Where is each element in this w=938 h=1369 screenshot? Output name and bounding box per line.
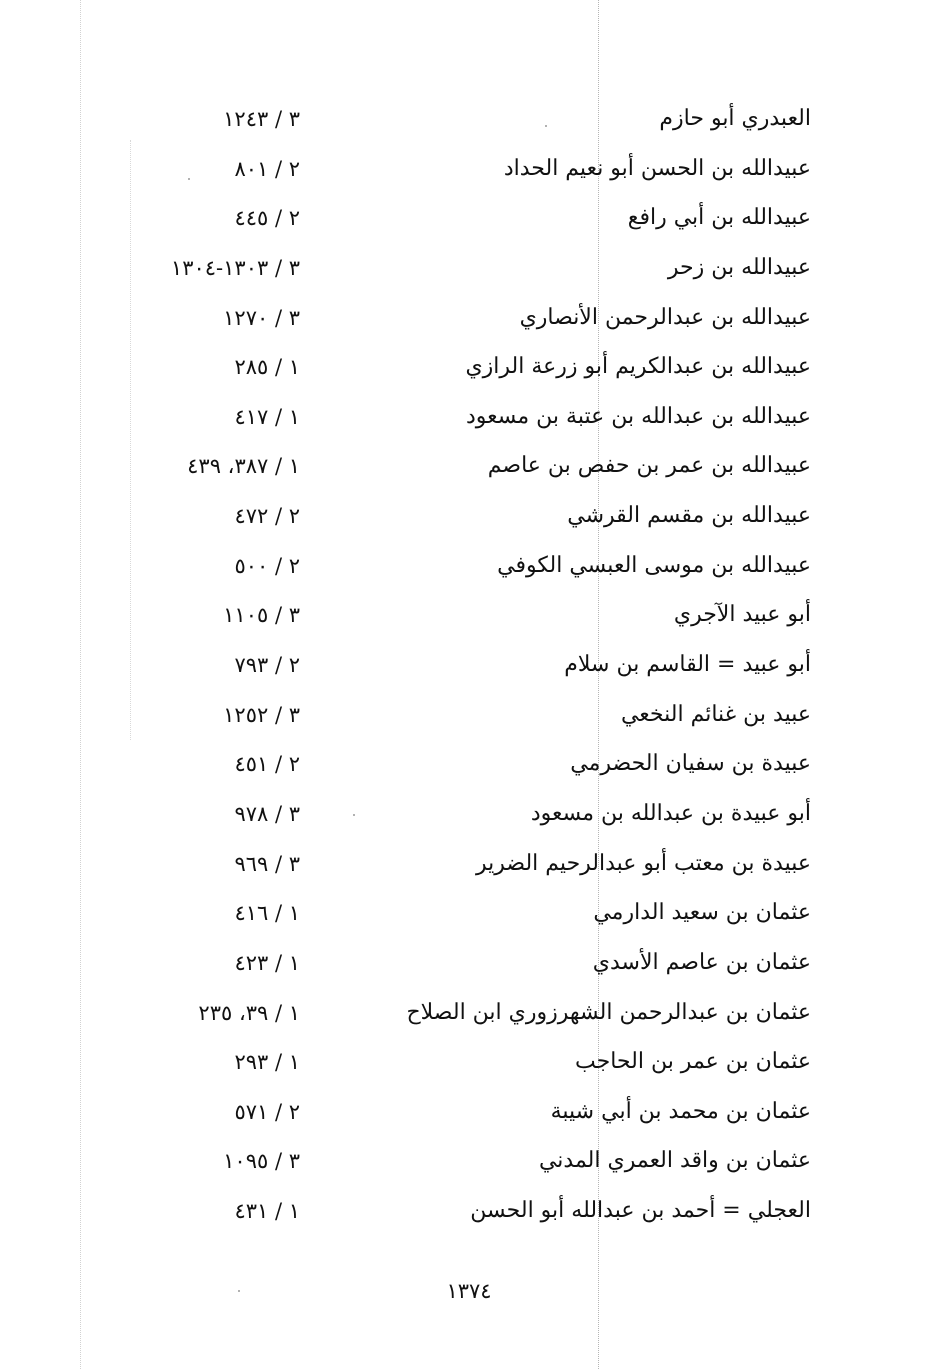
- entry-name: عبيدالله بن عبدالرحمن الأنصاري: [519, 304, 811, 330]
- index-entry: [0, 96, 938, 146]
- entry-reference: ٢ / ٨٠١: [234, 156, 300, 181]
- index-entry: [0, 642, 938, 692]
- index-entry: [0, 1138, 938, 1188]
- index-entry: [0, 841, 938, 891]
- entry-name: عبيدالله بن مقسم القرشي: [567, 503, 811, 529]
- entry-reference: ٢ / ٤٥١: [234, 752, 300, 777]
- index-entry: [0, 1089, 938, 1139]
- entry-reference: ٢ / ٤٤٥: [234, 206, 300, 231]
- entry-reference: ٢ / ٧٩٣: [234, 653, 300, 678]
- index-entry: [0, 1188, 938, 1238]
- entry-name: عبيدالله بن عبدالله بن عتبة بن مسعود: [465, 403, 811, 429]
- entry-name: العبدري أبو حازم: [659, 106, 811, 131]
- entry-reference: ٢ / ٤٧٢: [234, 504, 300, 529]
- index-entry: [0, 592, 938, 642]
- entry-name: عثمان بن سعيد الدارمي: [593, 900, 811, 926]
- index-entry: [0, 245, 938, 295]
- entry-name: عبيدالله بن زحر: [667, 254, 811, 280]
- index-entry: [0, 146, 938, 196]
- entry-name: عبيدالله بن عبدالكريم أبو زرعة الرازي: [465, 354, 811, 380]
- entry-reference: ١ / ٤١٧: [234, 404, 300, 429]
- entry-reference: ١ / ٤٣١: [234, 1199, 300, 1224]
- entry-reference: ٢ / ٥٧١: [234, 1099, 300, 1124]
- index-entry: [0, 741, 938, 791]
- entry-reference: ١ / ٢٨٥: [234, 355, 300, 380]
- entry-reference: ٣ / ٩٦٩: [234, 851, 300, 876]
- index-entry: [0, 890, 938, 940]
- entry-reference: ٣ / ١٢٤٣: [223, 107, 300, 131]
- index-entry: [0, 692, 938, 742]
- index-entry: [0, 940, 938, 990]
- entry-name: عبيدالله بن الحسن أبو نعيم الحداد: [503, 155, 811, 181]
- entry-name: عبيدالله بن عمر بن حفص بن عاصم: [487, 453, 811, 479]
- index-entry: [0, 394, 938, 444]
- entry-name: عبيد بن غنائم النخعي: [620, 701, 811, 727]
- entry-reference: ٣ / ١٠٩٥: [223, 1149, 300, 1174]
- entry-reference: ١ / ٣٨٧، ٤٣٩: [187, 454, 300, 479]
- entry-name: عبيدة بن سفيان الحضرمي: [570, 751, 811, 777]
- index-entries: [0, 96, 938, 1238]
- index-entry: [0, 344, 938, 394]
- index-entry: [0, 443, 938, 493]
- entry-name: عثمان بن عمر بن الحاجب: [575, 1049, 811, 1075]
- entry-reference: ٣ / ٩٧٨: [234, 801, 300, 826]
- entry-reference: ٢ / ٥٠٠: [234, 553, 300, 578]
- index-entry: [0, 990, 938, 1040]
- entry-reference: ١ / ٤١٦: [234, 901, 300, 926]
- page-number: ١٣٧٤: [446, 1279, 492, 1303]
- index-entry: [0, 195, 938, 245]
- entry-name: عثمان بن محمد بن أبي شيبة: [550, 1098, 811, 1124]
- entry-reference: ١ / ٢٩٣: [234, 1050, 300, 1075]
- index-entry: [0, 493, 938, 543]
- entry-name: عبيدالله بن موسى العبسي الكوفي: [497, 552, 811, 578]
- entry-name: أبو عبيد الآجري: [673, 602, 811, 628]
- index-entry: [0, 543, 938, 593]
- entry-name: عبيدة بن معتب أبو عبدالرحيم الضرير: [476, 850, 811, 876]
- entry-name: عثمان بن عاصم الأسدي: [592, 949, 811, 975]
- entry-reference: ٣ / ١١٠٥: [223, 603, 300, 628]
- entry-name: عثمان بن عبدالرحمن الشهرزوري ابن الصلاح: [406, 999, 811, 1025]
- entry-reference: ٣ / ١٣٠٣-١٣٠٤: [170, 255, 300, 280]
- index-entry: [0, 295, 938, 345]
- entry-name: عثمان بن واقد العمري المدني: [538, 1148, 811, 1174]
- entry-name: أبو عبيدة بن عبدالله بن مسعود: [530, 800, 811, 826]
- index-entry: [0, 1039, 938, 1089]
- entry-name: أبو عبيد = القاسم بن سلام: [564, 652, 811, 678]
- entry-reference: ٣ / ١٢٧٠: [223, 305, 300, 330]
- entry-name: العجلي = أحمد بن عبدالله أبو الحسن: [470, 1198, 811, 1224]
- entry-reference: ١ / ٣٩، ٢٣٥: [198, 1000, 300, 1025]
- index-entry: [0, 791, 938, 841]
- entry-name: عبيدالله بن أبي رافع: [627, 205, 811, 231]
- entry-reference: ٣ / ١٢٥٢: [223, 702, 300, 727]
- entry-reference: ١ / ٤٢٣: [234, 950, 300, 975]
